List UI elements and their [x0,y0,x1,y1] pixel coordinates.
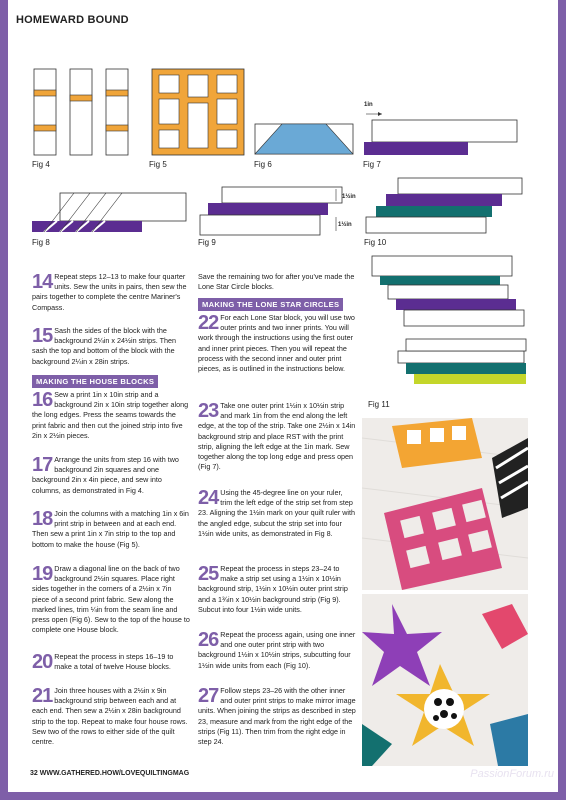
step-21-continued [198,272,356,292]
step-15-text: Sash the sides of the block with the background 2¼in x 24½in strips. Then sash the top and bottom of the block with the background 2¼in x 28in strips. [32,326,176,366]
step-23-text: Take one outer print 1½in x 10½in strip and mark 1in from the end along the left edge, at the top of the strip. Take one 2½in x 14in background strip and place RST with the print strip, aligning the left edge at the 1in mark. Sew together along the top long edge and press open (Fig 7). [198,401,356,472]
step-24 [198,488,356,539]
step-23-number: 23 [198,400,219,422]
step-18-number: 18 [32,508,53,530]
step-20 [32,652,190,672]
step-27 [198,686,356,747]
step-15-number: 15 [32,325,53,347]
step-21-continued-text: Save the remaining two for after you've made the Lone Star Circle blocks. [198,272,355,292]
step-22-number: 22 [198,312,219,334]
step-19 [32,564,190,635]
house-blocks-photo [362,418,528,590]
fig7-label: Fig 7 [363,160,381,169]
step-17-text: Arrange the units from step 16 with two background 2in squares and one background 2in x 4in piece, and sew into columns, as demonstrated in Fig 4. [32,455,179,495]
fig7-diagram [362,102,527,160]
fig9-dimension-top: 1½in [342,194,356,200]
step-23 [198,401,356,472]
step-24-text: Using the 45-degree line on your ruler, trim the left edge of the strip set from step 23. Aligning the 1½in mark on your quilt ruler with the angled edge, subcut the strip set into four 1½in wide units, as demonstrated in Fig 8. [198,488,356,538]
page-header: HOMEWARD BOUND [16,14,129,26]
section-house-blocks: MAKING THE HOUSE BLOCKS [32,375,158,388]
step-25 [198,564,356,615]
fig5-label: Fig 5 [149,160,167,169]
step-16-text: Sew a print 1in x 10in strip and a background 2in x 10in strip together along the long edges. Press the seams towards the print fabric and then cut the joined strip into five 2in x 2½in pieces. [32,390,189,440]
lone-star-photo [362,594,528,766]
fig9-label: Fig 9 [198,238,216,247]
fig6-label: Fig 6 [254,160,272,169]
fig11-label: Fig 11 [368,400,390,409]
step-22 [198,313,356,374]
fig10-diagram [362,176,527,238]
section-lone-star: MAKING THE LONE STAR CIRCLES [198,298,343,311]
fig9-diagram [196,183,361,239]
step-17-number: 17 [32,454,53,476]
step-27-number: 27 [198,685,219,707]
fig10-label: Fig 10 [364,238,387,247]
step-19-number: 19 [32,563,53,585]
step-27-text: Follow steps 23–26 with the other inner and outer print strips to make mirror image units. When joining the strips as described in step 23, measure and mark from the right edge of the strips (Fig 11). Then trim from the right edge in step 24. [198,686,356,747]
step-24-number: 24 [198,487,219,509]
step-22-text: For each Lone Star block, you will use two outer prints and two inner prints. You will work through the instructions using the first outer and inner print pieces. Then you will repeat the process with the second inner and outer print pieces, as is outlined in the instructions below. [198,313,355,374]
fig11-diagram [368,253,533,385]
step-18-text: Join the columns with a matching 1in x 6in print strip in between and at each end. Then sew a print 1in x 7in strip to the top and bottom to make the house (Fig 5). [32,509,189,549]
step-14 [32,272,190,313]
step-21-text: Join three houses with a 2½in x 9in background strip between each and at each end. Then sew a 2½in x 28in background strip to the top. Repeat to make four house rows. Sew two of the rows to either side of the quilt centre. [32,686,188,747]
fig6-diagram [252,120,357,160]
step-26-text: Repeat the process again, using one inner and one outer print strip with two background 1½in x 10½in strips, subcutting four 1½in wide units from each (Fig 10). [198,630,356,670]
step-18 [32,509,190,550]
fig4-diagram [30,65,130,160]
step-26-number: 26 [198,629,219,651]
step-16-number: 16 [32,389,53,411]
step-19-text: Draw a diagonal line on the back of two background 2½in squares. Place right sides together in the corners of a 2½in x 7in piece of a second print fabric. Sew along the marked lines, trim ¼in from the seam line and press open (Fig 6). Sew to the top of the house to complete one House block. [32,564,190,635]
fig7-dimension: 1in [364,102,373,108]
step-15 [32,326,190,367]
step-20-number: 20 [32,651,53,673]
step-17 [32,455,190,496]
fig9-dimension-bottom: 1½in [338,222,352,228]
fig8-label: Fig 8 [32,238,50,247]
fig4-label: Fig 4 [32,160,50,169]
step-25-text: Repeat the process in steps 23–24 to make a strip set using a 1½in x 10½in background strip, 1½in x 10½in outer print strip and a 1¾in x 10½in background strip (Fig 9). Subcut into four 1½in wide units. [198,564,348,614]
step-14-text: Repeat steps 12–13 to make four quarter units. Sew the units in pairs, then sew the pairs together to complete the centre Mariner's Compass. [32,272,187,312]
fig8-diagram [30,185,190,237]
fig5-diagram [148,65,248,160]
step-21 [32,686,190,747]
step-20-text: Repeat the process in steps 16–19 to make a total of twelve House blocks. [54,652,174,672]
step-14-number: 14 [32,271,53,293]
step-21-number: 21 [32,685,53,707]
step-25-number: 25 [198,563,219,585]
page-footer: 32 WWW.GATHERED.HOW/LOVEQUILTINGMAG [30,770,190,777]
watermark: PassionForum.ru [470,768,554,780]
step-16 [32,390,190,441]
step-26 [198,630,356,671]
